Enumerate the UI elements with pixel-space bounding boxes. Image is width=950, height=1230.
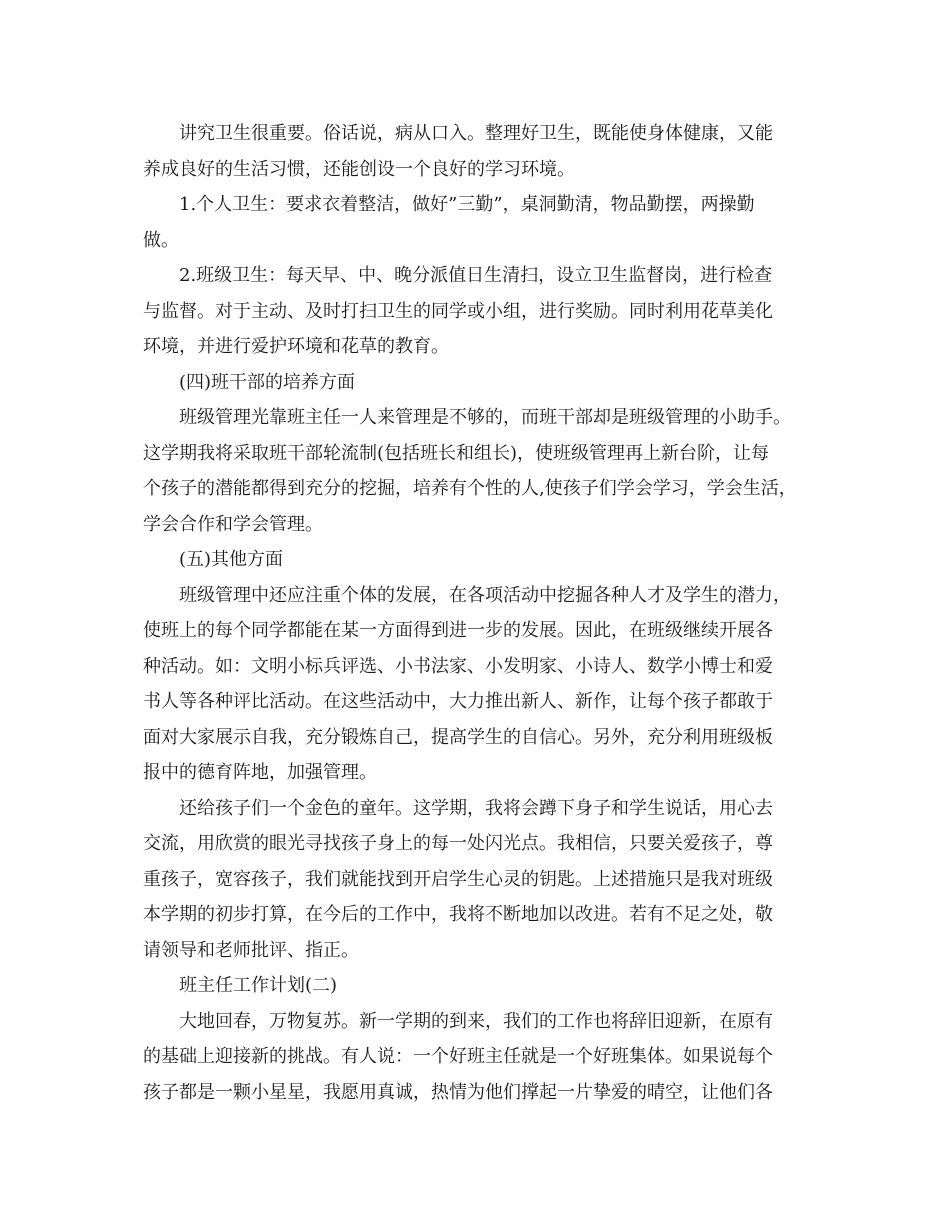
paragraph-line: 大地回春，万物复苏。新一学期的到来，我们的工作也将辞旧迎新，在原有 (179, 1010, 773, 1032)
section-heading: 班主任工作计划(二) (179, 975, 338, 996)
paragraph-line: 报中的德育阵地，加强管理。 (143, 762, 377, 783)
paragraph-line: 书人等各种评比活动。在这些活动中，大力推出新人、新作，让每个孩子都敢于 (143, 691, 773, 712)
paragraph-line: 使班上的每个同学都能在某一方面得到进一步的发展。因此，在班级继续开展各 (143, 620, 773, 641)
paragraph-line: 个孩子的潜能都得到充分的挖掘，培养有个性的人,使孩子们学会学习，学会生活， (143, 478, 797, 499)
paragraph-line: 重孩子，宽容孩子，我们就能找到开启学生心灵的钥匙。上述措施只是我对班级 (143, 868, 773, 890)
list-item-line: 2.班级卫生：每天早、中、晚分派值日生清扫，设立卫生监督岗，进行检查 (179, 265, 773, 286)
paragraph-line: 孩子都是一颗小星星，我愿用真诚，热情为他们撑起一片挚爱的晴空，让他们各 (143, 1081, 773, 1103)
section-heading: (四)班干部的培养方面 (179, 371, 356, 393)
paragraph-line: 种活动。如：文明小标兵评选、小书法家、小发明家、小诗人、数学小博士和爱 (143, 655, 773, 677)
paragraph-line: 这学期我将采取班干部轮流制(包括班长和组长)，使班级管理再上新台阶，让每 (143, 442, 770, 464)
paragraph-line: 请领导和老师批评、指正。 (143, 939, 359, 961)
list-item-line: 环境，并进行爱护环境和花草的教育。 (143, 336, 449, 357)
list-item-line: 做。 (143, 229, 179, 251)
list-item-line: 与监督。对于主动、及时打扫卫生的同学或小组，进行奖励。同时利用花草美化 (143, 300, 773, 322)
list-item-line: 1.个人卫生：要求衣着整洁，做好”三勤”，桌洞勤清，物品勤摆，两操勤 (179, 194, 755, 215)
paragraph-line: 还给孩子们一个金色的童年。这学期，我将会蹲下身子和学生说话，用心去 (179, 797, 773, 819)
paragraph-line: 养成良好的生活习惯，还能创设一个良好的学习环境。 (143, 158, 575, 180)
document-body (143, 116, 811, 1110)
paragraph-line: 班级管理光靠班主任一人来管理是不够的，而班干部却是班级管理的小助手。 (179, 407, 791, 428)
paragraph-line: 学会合作和学会管理。 (143, 513, 323, 535)
paragraph-line: 本学期的初步打算，在今后的工作中，我将不断地加以改进。若有不足之处，敬 (143, 904, 773, 925)
paragraph-line: 讲究卫生很重要。俗话说，病从口入。整理好卫生，既能使身体健康，又能 (179, 123, 773, 144)
paragraph-line: 面对大家展示自我，充分锻炼自己，提高学生的自信心。另外，充分利用班级板 (143, 726, 773, 748)
paragraph-line: 交流，用欣赏的眼光寻找孩子身上的每一处闪光点。我相信，只要关爱孩子，尊 (143, 833, 773, 854)
section-heading: (五)其他方面 (179, 549, 284, 570)
paragraph-line: 的基础上迎接新的挑战。有人说：一个好班主任就是一个好班集体。如果说每个 (143, 1046, 773, 1067)
paragraph-line: 班级管理中还应注重个体的发展，在各项活动中挖掘各种人才及学生的潜力， (179, 584, 791, 606)
